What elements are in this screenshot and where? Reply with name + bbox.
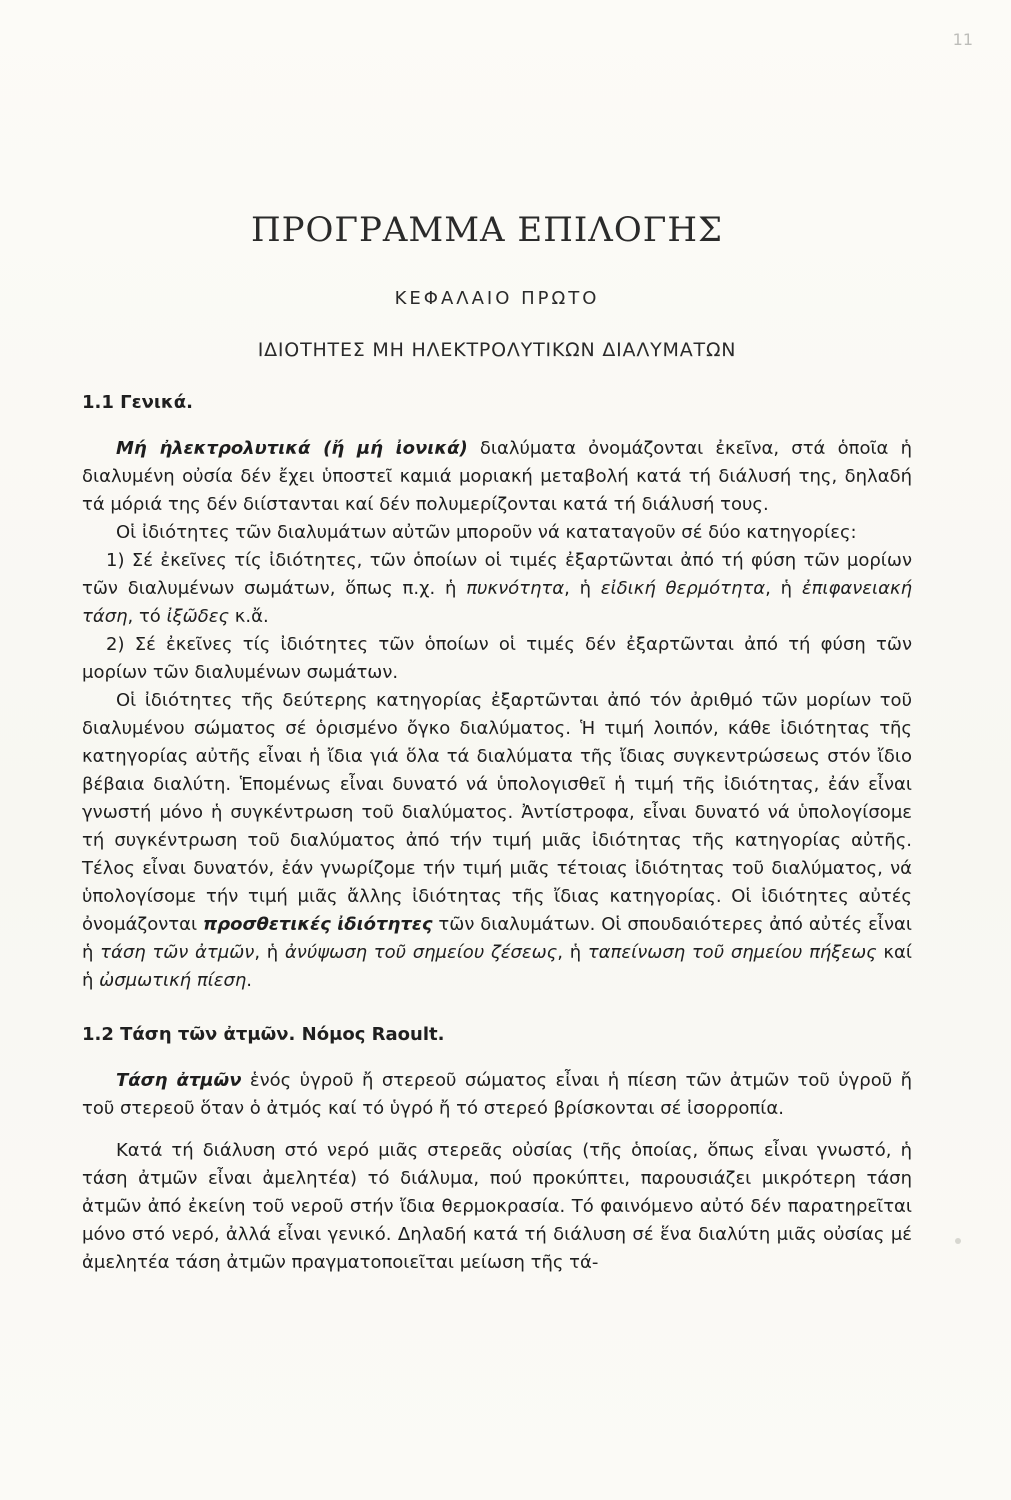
separator-text: , ἡ bbox=[564, 578, 601, 599]
property-term: τάση τῶν ἀτμῶν bbox=[100, 942, 255, 963]
property-term: ὠσμωτική πίεση bbox=[99, 970, 247, 991]
separator-text: καί ἡ bbox=[82, 942, 913, 991]
list-item-text: κ.ἄ. bbox=[229, 606, 269, 627]
paragraph-categories: Οἱ ἰδιότητες τῶν διαλυμάτων αὐτῶν μποροῦν νά καταταγοῦν σέ δύο κατηγορίες: bbox=[116, 522, 857, 543]
main-title: ΠΡΟΓΡΑΜΜΑ ΕΠΙΛΟΓΗΣ bbox=[250, 210, 724, 250]
property-term: πυκνότητα bbox=[466, 578, 565, 599]
paragraph-text: Οἱ ἰδιότητες τῆς δεύτερης κατηγορίας ἐξαρτῶνται ἀπό τόν ἀριθμό τῶν μορίων τοῦ διαλυμένου σώματος σέ ὁρισμένο ὄγκο διαλύματος. Ἡ τιμή λοιπόν, κάθε ἰδιότητας τῆς κατηγορίας αὐτῆς εἶναι ἡ ἴδια γιά ὅλα τά διαλύματα τῆς ἴδιας συγκεντρώσεως στόν ἴδιο βέβαια διαλύτη. Ἑπομένως εἶναι δυνατό νά ὑπολογισθεῖ ἡ τιμή τῆς ἰδιότητας, ἐάν εἶναι γνωστή μόνο ἡ συγκέντρωση τοῦ διαλύματος. Ἀντίστροφα, εἶναι δυνατό νά ὑπολογίσομε τή συγκέντρωση τοῦ διαλύματος ἀπό τήν τιμή μιᾶς ἰδιότητας τῆς κατηγορίας αὐτῆς. Τέλος εἶναι δυνατόν, ἐάν γνωρίζομε τήν τιμή μιᾶς τέτοιας ἰδιότητας τοῦ διαλύματος, νά ὑπολογίσομε τήν τιμή μιᾶς ἄλλης ἰδιότητας τῆς ἴδιας κατηγορίας. Οἱ ἰδιότητες αὐτές ὀνομάζονται bbox=[82, 690, 912, 935]
paragraph-text: ἑνός ὑγροῦ ἤ στερεοῦ σώματος εἶναι ἡ πίεση τῶν ἀτμῶν τοῦ ὑγροῦ ἤ τοῦ στερεοῦ ὅταν ὁ ἀτμός καί τό ὑγρό ἤ τό στερεό βρίσκονται σέ ἰσορροπία. bbox=[82, 1070, 912, 1119]
scan-speck bbox=[955, 1238, 961, 1244]
defined-term: Τάση ἀτμῶν bbox=[116, 1070, 242, 1091]
chapter-label: ΚΕΦΑΛΑΙΟ ΠΡΩΤΟ bbox=[394, 288, 600, 309]
separator-text: , ἡ bbox=[765, 578, 802, 599]
list-item-1 bbox=[82, 547, 912, 631]
paragraph-definition bbox=[82, 435, 912, 519]
chapter-heading: ΙΔΙΟΤΗΤΕΣ ΜΗ ΗΛΕΚΤΡΟΛΥΤΙΚΩΝ ΔΙΑΛΥΜΑΤΩΝ bbox=[257, 339, 737, 361]
paragraph-vapor-pressure bbox=[82, 1067, 912, 1123]
property-term: ἀνύψωση τοῦ σημείου ζέσεως bbox=[284, 942, 558, 963]
page-number: 11 bbox=[952, 30, 973, 49]
list-item-2: 2) Σέ ἐκεῖνες τίς ἰδιότητες τῶν ὁποίων οἱ τιμές δέν ἐξαρτῶνται ἀπό τή φύση τῶν μορίων τῶν διαλυμένων σωμάτων. bbox=[82, 634, 912, 683]
property-term: ταπείνωση τοῦ σημείου πήξεως bbox=[587, 942, 877, 963]
property-term: ἰξῶδες bbox=[166, 606, 230, 627]
paragraph-text: . bbox=[246, 970, 253, 991]
paragraph-text: διαλύματα ὀνομάζονται ἐκεῖνα, στά ὁποῖα ἡ διαλυμένη οὐσία δέν ἔχει ὑποστεῖ καμιά μοριακή μεταβολή κατά τή διάλυσή της, δηλαδή τά μόριά της δέν διίστανται καί δέν πολυμερίζονται κατά τή διάλυσή τους. bbox=[82, 438, 912, 515]
list-item-text: 1) Σέ ἐκεῖνες τίς ἰδιότητες, τῶν ὁποίων οἱ τιμές ἐξαρτῶνται ἀπό τή φύση τῶν μορίων τῶν διαλυμένων σωμάτων, ὅπως π.χ. ἡ bbox=[82, 550, 912, 599]
section-heading-1-1: 1.1 Γενικά. bbox=[82, 392, 193, 413]
paragraph-text: τῶν διαλυμάτων. Οἱ σπουδαιότερες ἀπό αὐτές εἶναι ἡ bbox=[82, 914, 912, 963]
paragraph-colligative bbox=[82, 687, 912, 995]
page-content bbox=[82, 210, 912, 1277]
section-heading-1-2: 1.2 Τάση τῶν ἀτμῶν. Νόμος Raoult. bbox=[82, 1024, 445, 1045]
property-term: ἐπιφανειακή τάση bbox=[82, 578, 912, 627]
paragraph-dissolution: Κατά τή διάλυση στό νερό μιᾶς στερεᾶς οὐσίας (τῆς ὁποίας, ὅπως εἶναι γνωστό, ἡ τάση ἀτμῶν εἶναι ἀμελητέα) τό διάλυμα, πού προκύπτει, παρουσιάζει μικρότερη τάση ἀτμῶν ἀπό ἐκείνη τοῦ νεροῦ στήν ἴδια θερμοκρασία. Τό φαινόμενο αὐτό δέν παρατηρεῖται μόνο στό νερό, ἀλλά εἶναι γενικό. Δηλαδή κατά τή διάλυση σέ ἕνα διαλύτη μιᾶς οὐσίας μέ ἀμελητέα τάση ἀτμῶν πραγματοποιεῖται μείωση τῆς τά- bbox=[82, 1140, 912, 1273]
property-term: εἰδική θερμότητα bbox=[600, 578, 766, 599]
separator-text: , τό bbox=[127, 606, 167, 627]
separator-text: , ἡ bbox=[254, 942, 285, 963]
separator-text: , ἡ bbox=[557, 942, 588, 963]
defined-term: Μή ἠλεκτρολυτικά (ἤ μή ἰονικά) bbox=[116, 438, 468, 459]
defined-term: προσθετικές ἰδιότητες bbox=[202, 914, 433, 935]
